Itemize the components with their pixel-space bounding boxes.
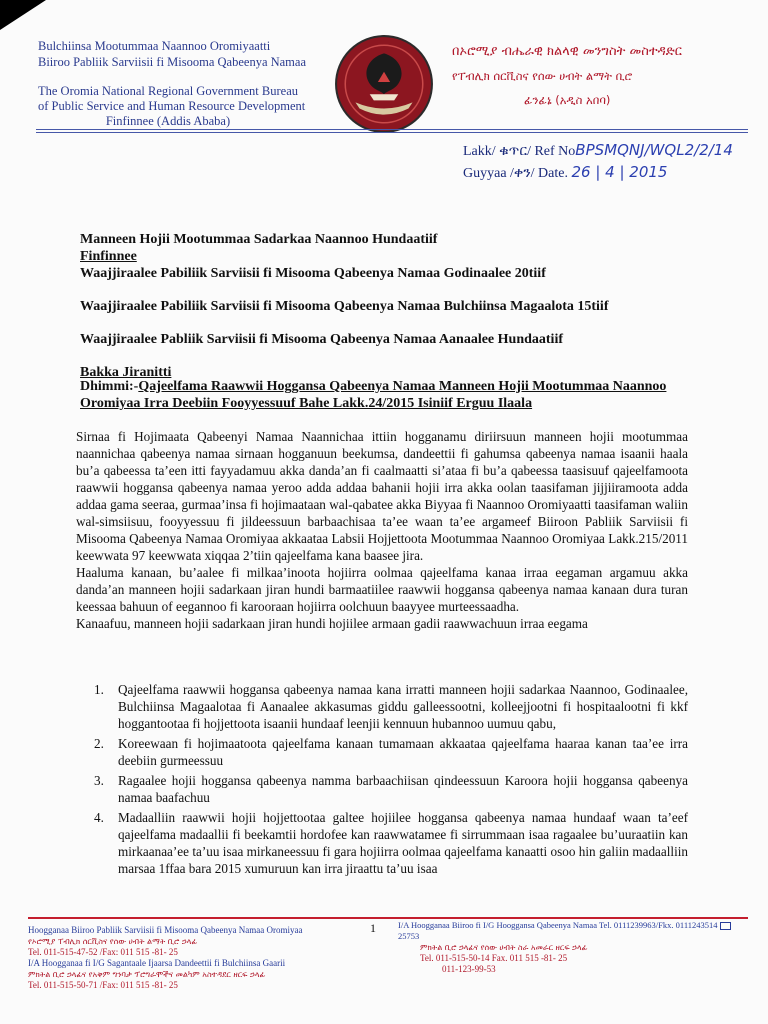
footer-head-office-amharic: የኦሮሚያ ፐብሊክ ሰርቪስና የሰው ሀብት ልማት ቢሮ ኃላፊ xyxy=(28,937,198,946)
oromia-emblem-icon xyxy=(333,33,435,135)
footer-deputy-office-amharic: ምክትል ቢሮ ኃላፊና የአቅም ግንባታ ፕሮግራሞችና መልካም አስተዳደር ዘርፍ ኃላፊ xyxy=(28,970,266,979)
letterhead-org-amharic-2: የፐብሊክ ሰርቪስና የሰው ሀብት ልማት ቢሮ xyxy=(452,69,633,83)
footer-hr-office-amharic: ምክትል ቢሮ ኃላፊና የሰው ሀብት ስራ አመራር ዘርፍ ኃላፊ xyxy=(420,943,588,952)
letterhead-org-oromo-2: Biiroo Pabliik Sarviisii fi Misooma Qabeenya Namaa xyxy=(38,55,307,69)
date-value: 26 | 4 | 2015 xyxy=(571,163,668,181)
po-box-icon xyxy=(720,922,731,930)
footer-deputy-office-tel: Tel. 011-515-50-71 /Fax: 011 515 -81- 25 xyxy=(28,980,178,990)
list-item: 4. Madaalliin raawwii hojii hojjettootaa galtee hojiilee hoggansa qabeenya namaa hundaaf waan ta’eef qajeelfama madaallii fi beekamtii hordofee kan raawwatamee fi sirrummaan isaa ragaalee bu’uuraatiin kan mirkaanaa’ee ta’uu isaa mirkaneessuu fi gara hojiirra oolmaa qajeelfama kanaatti osoo hin galiin madaalliin marsaa 1ffaa bara 2015 xumuruun kan irra jiraattu ta’uu isaa xyxy=(94,810,688,876)
subject-label: Dhimmi:- xyxy=(80,379,139,394)
footer-hr-office-tel: Tel. 011-515-50-14 Fax. 011 515 -81- 25 xyxy=(420,953,568,963)
footer-head-office-tel: Tel. 011-515-47-52 /Fax: 011 515 -81- 25 xyxy=(28,947,178,957)
body-paragraph-2: Haaluma kanaan, bu’aalee fi milkaa’inoota hojiirra oolmaa qajeelfama kanaa irraa eegaman argamuu akka danda’an manneen hojii sadarkaan jiran hundi barmaatiilee raawwii hoggansa qabeenya namaa kanaan dura turan keessaa bahuun of eegannoo fi karooraan hojiirra oolchuun baayyee murteessaadha. xyxy=(76,565,688,614)
footer-hr-office-tel-2: 011-123-99-53 xyxy=(442,964,496,974)
letterhead-org-oromo-1: Bulchiinsa Mootummaa Naannoo Oromiyaatti xyxy=(38,39,271,53)
letter-body xyxy=(76,428,688,632)
letterhead-left xyxy=(38,38,338,129)
list-item: 1. Qajeelfama raawwii hoggansa qabeenya namaa kana irratti manneen hojii sadarkaa Naannoo, Godinaalee, Bulchiinsa Magaalotaa fi Aanaalee akkasumas giddu galleessootni, kolleejjootni fi hospitaalootni fi kkf hoggantootaa fi hojjettoota isaanii hundaaf leenjii kennuun hubannoo uumuu qabu, xyxy=(94,682,688,731)
letterhead-org-amharic-1: በኦሮሚያ ብሔራዊ ክልላዊ መንግስት መስተዳድር xyxy=(452,44,682,59)
letterhead-city-amharic: ፊንፊኔ (አዲስ አበባ) xyxy=(524,93,611,107)
footer-hr-office: I/A Hoogganaa Biiroo fi I/G Hooggansa Qabeenya Namaa Tel. 0111239963/Fkx. 0111243514 xyxy=(398,920,718,930)
subject-text: Qajeelfama Raawwii Hoggansa Qabeenya Namaa Manneen Hojii Mootummaa Naannoo Oromiyaa Irra Deebiin Fooyyessuuf Bahe Lakk.24/2015 Isiniif Erguu Ilaala xyxy=(80,379,667,411)
letterhead-city: Finfinnee (Addis Ababa) xyxy=(105,114,231,128)
letterhead-divider-2 xyxy=(36,132,748,133)
letterhead-org-english-2: of Public Service and Human Resource Development xyxy=(38,99,306,113)
action-list xyxy=(94,681,688,880)
footer-left xyxy=(28,925,378,991)
addressee-location: Bakka Jiranitti xyxy=(80,365,172,380)
page-number: 1 xyxy=(370,921,376,935)
date-label: Guyyaa /ቀን/ Date. xyxy=(463,166,568,181)
body-paragraph-1: Sirnaa fi Hojimaata Qabeenyi Namaa Naannichaa ittiin hogganamu diriirsuun manneen hojii mootummaa naannichaa qabeenya namaa sirnaan hogganuun beekumsa, dandeettii fi gahumsa qabeenya namaa isaanii haala bu’a qabeessa ta’een itti fayyadamuu akka danda’an fi caalmaatti si’ataa fi bu’a qabeessa taasisuuf qajeelfamoota raawwii hoggansa qabeenya namaa yeroo adda addaa bahanii hojii irra akka oolan taasifaman jijjiiramoota adda addaa gama seeraa, gurmaa’insa fi hojimaataan wal-qabatee akka Biyyaa fi Naannoo Oromiyaatti taasifaman waliin wal-simsiisuu, fooyyessuu fi jildeessuun barbaachisaa ta’ee waan ta’ee argameef Biiroon Pabliik Sarviisii fi Misooma Qabeenya Namaa Oromiyaa akkaataa Labsii Hojjettoota Mootummaa Naannoo Oromiyaa Lakk.215/2011 keewwata 97 keewwata xiqqaa 2’tiin qajeelfama kana baasee jira. xyxy=(76,429,688,563)
letterhead-right xyxy=(452,40,752,112)
subject-line xyxy=(80,378,720,412)
footer-right xyxy=(398,920,748,975)
addressee-2: Waajjiraalee Pabiliik Sarviisii fi Misooma Qabeenya Namaa Godinaalee 20tiif xyxy=(80,266,546,281)
po-box-number: 25753 xyxy=(398,931,420,941)
body-paragraph-3: Kanaafuu, manneen hojii sadarkaan jiran hundi hojiilee armaan gadii raawwachuun irraa eegama xyxy=(76,616,588,631)
addressee-4: Waajjiraalee Pabliik Sarviisii fi Misooma Qabeenya Namaa Aanaalee Hundaatiif xyxy=(80,332,563,347)
ref-label: Lakk/ ቁጥር/ Ref No xyxy=(463,144,576,159)
footer-divider xyxy=(28,917,748,919)
addressees xyxy=(80,231,720,381)
letterhead-divider xyxy=(36,129,748,130)
addressee-3: Waajjiraalee Pabiliik Sarviisii fi Misooma Qabeenya Namaa Bulchiinsa Magaalota 15tiif xyxy=(80,299,609,314)
list-item: 3. Ragaalee hojii hoggansa qabeenya namma barbaachiisan qindeessuun Karoora hojii hoggansa qabeenya namaa baafachuu xyxy=(94,773,688,805)
list-item: 2. Koreewaan fi hojimaatoota qajeelfama kanaan tumamaan akkaataa qajeelfama haaraa kanan taa’ee irra deebiin gurmeessuu xyxy=(94,736,688,768)
reference-block xyxy=(463,140,733,184)
footer-deputy-office: I/A Hoogganaa fi I/G Sagantaale Ijaarsa Dandeettii fi Bulchiinsa Gaarii xyxy=(28,958,286,968)
scan-corner xyxy=(0,0,46,30)
letterhead-org-english-1: The Oromia National Regional Government Bureau xyxy=(38,84,298,98)
addressee-1-city: Finfinnee xyxy=(80,249,137,264)
addressee-1: Manneen Hojii Mootummaa Sadarkaa Naannoo Hundaatiif xyxy=(80,232,438,247)
footer-head-office: Hoogganaa Biiroo Pabliik Sarviisii fi Misooma Qabeenya Namaa Oromiyaa xyxy=(28,925,303,935)
ref-number: BPSMQNJ/WQL2/2/14 xyxy=(575,141,733,159)
